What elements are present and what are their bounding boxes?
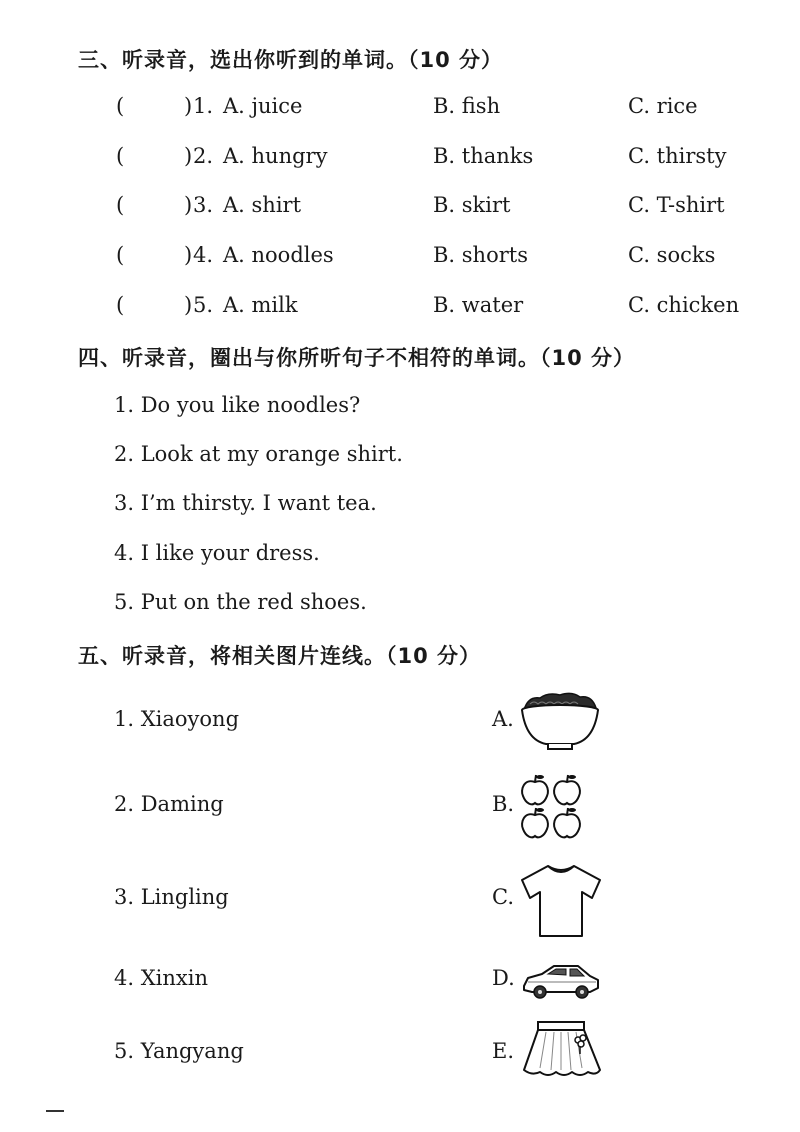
picture-label-c: C. [492,885,514,909]
answer-paren-open[interactable]: ( [116,94,125,118]
option-b: B. skirt [433,193,511,217]
bowl-of-noodles-icon[interactable] [518,690,602,752]
name-xiaoyong[interactable]: 1. Xiaoyong [114,707,240,731]
picture-label-e: E. [492,1039,515,1063]
option-c: C. thirsty [628,144,727,168]
section5-heading: 五、听录音，将相关图片连线。（10 分） [78,644,482,668]
answer-paren-open[interactable]: ( [116,243,125,267]
option-c: C. rice [628,94,698,118]
car-icon[interactable] [520,958,602,1002]
sentence-1[interactable]: 1. Do you like noodles? [114,393,361,417]
name-yangyang[interactable]: 5. Yangyang [114,1039,244,1063]
option-b: B. shorts [433,243,528,267]
option-a: A. juice [223,94,303,118]
sentence-5[interactable]: 5. Put on the red shoes. [114,590,367,614]
answer-paren-close: ) [184,144,193,168]
option-c: C. chicken [628,293,740,317]
picture-label-d: D. [492,966,515,990]
option-a: A. milk [223,293,298,317]
answer-paren-open[interactable]: ( [116,144,125,168]
section4-heading: 四、听录音，圈出与你所听句子不相符的单词。（10 分） [78,346,636,370]
choice-question-row [0,94,800,124]
answer-paren-open[interactable]: ( [116,193,125,217]
option-b: B. water [433,293,524,317]
page-corner-mark [46,1110,64,1112]
question-number: 5. [193,293,214,317]
choice-question-row [0,193,800,223]
picture-label-a: A. [492,707,514,731]
choice-question-row [0,144,800,174]
four-apples-icon[interactable] [518,772,586,840]
option-c: C. socks [628,243,716,267]
name-xinxin[interactable]: 4. Xinxin [114,966,208,990]
question-number: 4. [193,243,214,267]
answer-paren-open[interactable]: ( [116,293,125,317]
question-number: 2. [193,144,214,168]
answer-paren-close: ) [184,94,193,118]
section3-heading: 三、听录音，选出你听到的单词。（10 分） [78,48,504,72]
sentence-2[interactable]: 2. Look at my orange shirt. [114,442,403,466]
name-daming[interactable]: 2. Daming [114,792,224,816]
option-b: B. fish [433,94,501,118]
choice-question-row [0,243,800,273]
answer-paren-close: ) [184,293,193,317]
t-shirt-icon[interactable] [518,862,604,940]
name-lingling[interactable]: 3. Lingling [114,885,229,909]
option-a: A. hungry [223,144,328,168]
skirt-icon[interactable] [518,1018,604,1082]
sentence-4[interactable]: 4. I like your dress. [114,541,320,565]
answer-paren-close: ) [184,193,193,217]
sentence-3[interactable]: 3. I’m thirsty. I want tea. [114,491,377,515]
choice-question-row [0,293,800,323]
question-number: 3. [193,193,214,217]
answer-paren-close: ) [184,243,193,267]
picture-label-b: B. [492,792,515,816]
option-a: A. noodles [223,243,334,267]
question-number: 1. [193,94,214,118]
option-c: C. T-shirt [628,193,725,217]
option-b: B. thanks [433,144,534,168]
option-a: A. shirt [223,193,302,217]
